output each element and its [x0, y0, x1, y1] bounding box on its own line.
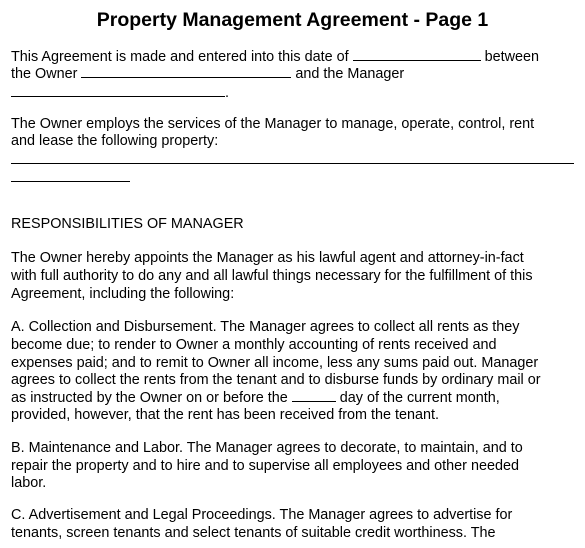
intro-line-2: [11, 65, 404, 83]
section-b-line-2: repair the property and to hire and to supervise all employees and other needed: [11, 458, 519, 474]
employs-line-2: and lease the following property:: [11, 133, 219, 149]
appoints-line-3: Agreement, including the following:: [11, 286, 235, 302]
section-c-line-2: tenants, screen tenants and select tenants of suitable credit worthiness. The: [11, 525, 496, 541]
property-blank-line-2: [11, 181, 130, 182]
intro-text-manager: and the Manager: [295, 66, 405, 82]
intro-period: .: [225, 85, 229, 101]
responsibilities-heading: RESPONSIBILITIES OF MANAGER: [11, 216, 244, 232]
section-a-line-5: [11, 389, 500, 407]
section-b-line-1: B. Maintenance and Labor. The Manager agrees to decorate, to maintain, and to: [11, 440, 523, 456]
section-a-line-1: A. Collection and Disbursement. The Manager agrees to collect all rents as they: [11, 319, 520, 335]
manager-name-blank: [11, 84, 225, 97]
intro-line-3: [11, 84, 229, 102]
employs-line-1: The Owner employs the services of the Manager to manage, operate, control, rent: [11, 116, 535, 132]
appoints-line-2: with full authority to do any and all lawful things necessary for the fulfillment of this: [11, 268, 533, 284]
intro-line-1: [11, 48, 539, 66]
owner-name-blank: [81, 65, 291, 78]
section-a-line-2: become due; to render to Owner a monthly accounting of rents received and: [11, 337, 497, 353]
section-a-line-6: provided, however, that the rent has been received from the tenant.: [11, 407, 439, 423]
intro-text-between: between: [484, 49, 540, 65]
date-blank: [353, 48, 481, 61]
appoints-line-1: The Owner hereby appoints the Manager as his lawful agent and attorney-in-fact: [11, 250, 524, 266]
property-blank-line-1: [11, 163, 574, 164]
section-a-text-day: day of the current month,: [339, 390, 500, 406]
section-a-text-on-or-before: as instructed by the Owner on or before the: [11, 390, 288, 406]
section-b-line-3: labor.: [11, 475, 47, 491]
page-title: Property Management Agreement - Page 1: [96, 9, 489, 31]
section-a-line-4: agrees to collect the rents from the tenant and to disburse funds by ordinary mail or: [11, 372, 541, 388]
intro-text-date: This Agreement is made and entered into this date of: [11, 49, 349, 65]
day-of-month-blank: [292, 389, 336, 402]
section-a-line-3: expenses paid; and to remit to Owner all income, less any sums paid out. Manager: [11, 355, 539, 371]
intro-text-owner: the Owner: [11, 66, 78, 82]
section-c-line-1: C. Advertisement and Legal Proceedings. The Manager agrees to advertise for: [11, 507, 513, 523]
